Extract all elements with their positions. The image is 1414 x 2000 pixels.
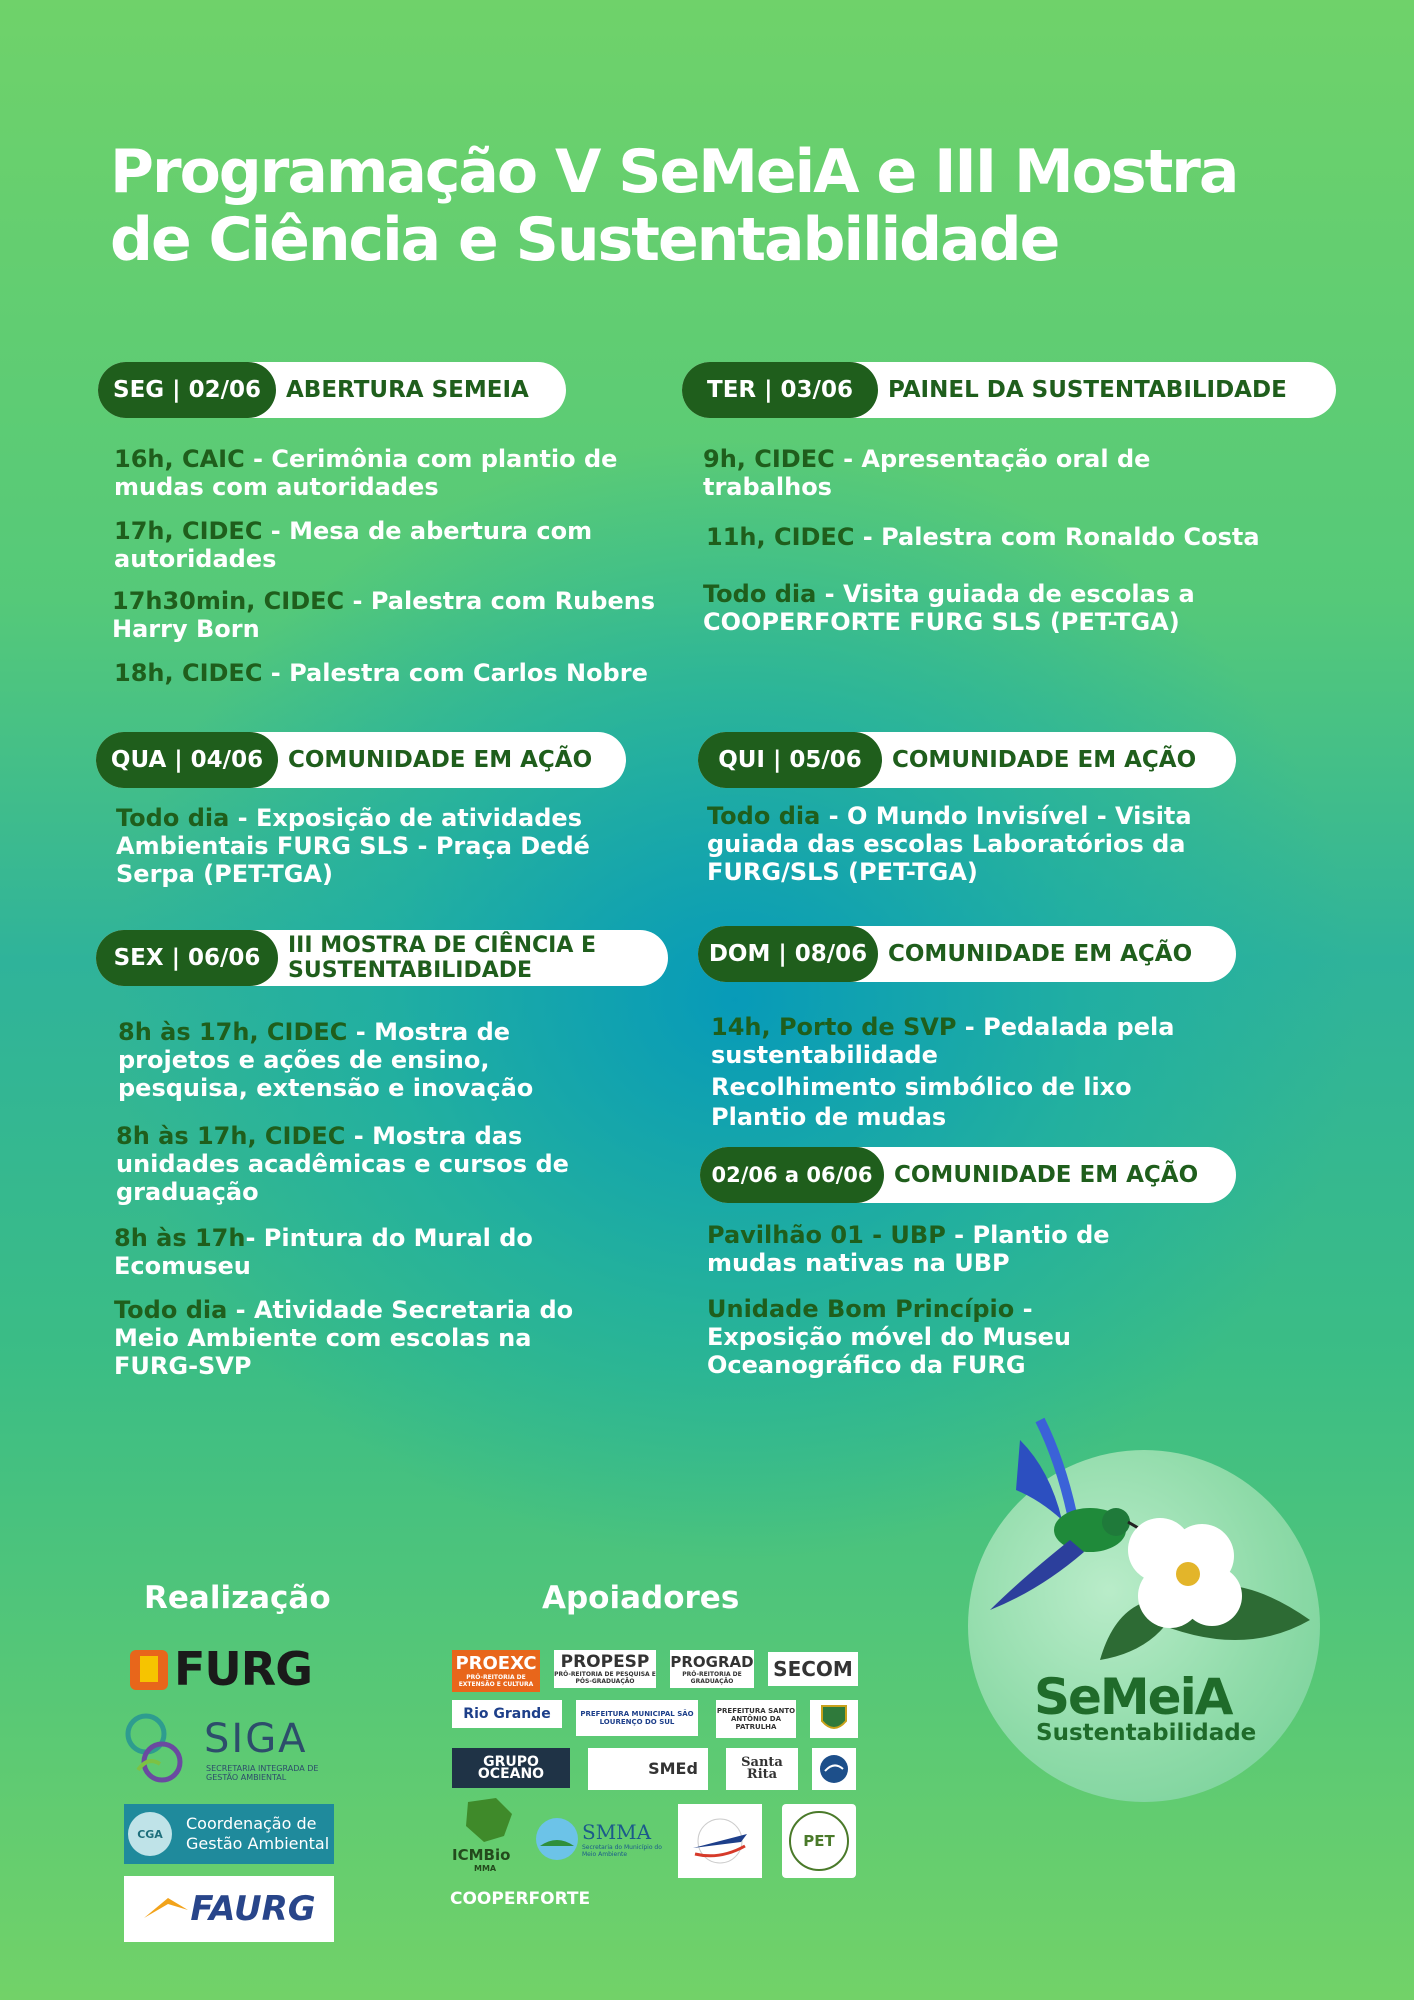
- schedule-item: Recolhimento simbólico de lixo: [711, 1073, 1132, 1101]
- flower-icon: [1090, 1510, 1320, 1670]
- day-label: SEX | 06/06: [96, 930, 278, 986]
- title-line-2: de Ciência e Sustentabilidade: [110, 205, 1059, 275]
- schedule-item: Unidade Bom Princípio - Exposição móvel do Museu Oceanográfico da FURG: [707, 1295, 1071, 1379]
- schedule-item: 16h, CAIC - Cerimônia com plantio de mudas com autoridades: [114, 445, 618, 501]
- pet-logo: PET: [782, 1804, 856, 1878]
- day-header-qui: [698, 732, 1236, 788]
- faurg-logo: FAURG: [124, 1876, 334, 1942]
- day-label: QUI | 05/06: [698, 732, 882, 788]
- schedule-item: 8h às 17h, CIDEC - Mostra das unidades acadêmicas e cursos de graduação: [116, 1122, 569, 1206]
- day-theme: PAINEL DA SUSTENTABILIDADE: [888, 377, 1287, 403]
- propesp-logo: PROPESP PRÓ-REITORIA DE PESQUISA E PÓS-GRADUAÇÃO: [554, 1650, 656, 1688]
- day-header-qua: [96, 732, 626, 788]
- siga-emblem-icon: [124, 1710, 200, 1786]
- schedule-item: 8h às 17h- Pintura do Mural do Ecomuseu: [114, 1224, 533, 1280]
- furg-logo: FURG: [128, 1644, 338, 1694]
- smma-emblem-icon: [534, 1816, 580, 1862]
- day-label: 02/06 a 06/06: [700, 1147, 884, 1203]
- schedule-item: 14h, Porto de SVP - Pedalada pela sustentabilidade: [711, 1013, 1175, 1069]
- day-theme: COMUNIDADE EM AÇÃO: [288, 747, 593, 773]
- day-theme: III MOSTRA DE CIÊNCIA E SUSTENTABILIDADE: [288, 933, 597, 983]
- schedule-item: 9h, CIDEC - Apresentação oral de trabalhos: [703, 445, 1151, 501]
- apoiadores-label: Apoiadores: [542, 1580, 740, 1616]
- smed-logo: SMEd: [588, 1748, 708, 1790]
- airplane-icon: [685, 1816, 755, 1866]
- poster-title: [110, 138, 1260, 274]
- cooperforte-label: COOPERFORTE: [450, 1889, 591, 1909]
- prograd-logo: PROGRAD PRÓ-REITORIA DE GRADUAÇÃO: [670, 1650, 754, 1688]
- day-label: QUA | 04/06: [96, 732, 278, 788]
- brand-name: SeMeiA: [1034, 1668, 1232, 1726]
- siga-logo: SIGA SECRETARIA INTEGRADA DE GESTÃO AMBIENTAL: [124, 1710, 334, 1786]
- municipal-crest-icon: [810, 1700, 858, 1738]
- airplane-logo: [678, 1804, 762, 1878]
- schedule-item: Todo dia - Atividade Secretaria do Meio Ambiente com escolas na FURG-SVP: [114, 1296, 574, 1380]
- bird-crest-icon: [812, 1748, 856, 1790]
- brand-subtitle: Sustentabilidade: [1036, 1720, 1257, 1746]
- realizacao-label: Realização: [144, 1580, 331, 1616]
- santa-rita-logo: Santa Rita: [726, 1748, 798, 1790]
- schedule-item: 17h30min, CIDEC - Palestra com Rubens Harry Born: [112, 587, 656, 643]
- rio-grande-logo: Rio Grande: [452, 1700, 562, 1728]
- santo-antonio-logo: PREFEITURA SANTO ANTÔNIO DA PATRULHA: [716, 1700, 796, 1738]
- day-theme: COMUNIDADE EM AÇÃO: [888, 941, 1193, 967]
- schedule-item: Todo dia - O Mundo Invisível - Visita guiada das escolas Laboratórios da FURG/SLS (PET-TGA): [707, 802, 1192, 886]
- secom-logo: SECOM: [768, 1652, 858, 1686]
- schedule-item: Plantio de mudas: [711, 1103, 947, 1131]
- schedule-item: 11h, CIDEC - Palestra com Ronaldo Costa: [706, 523, 1260, 551]
- day-label: TER | 03/06: [682, 362, 878, 418]
- brazil-map-icon: [458, 1796, 514, 1844]
- schedule-item: 18h, CIDEC - Palestra com Carlos Nobre: [114, 659, 648, 687]
- day-theme: COMUNIDADE EM AÇÃO: [894, 1162, 1199, 1188]
- day-header-ter: [682, 362, 1336, 418]
- day-header-week: [700, 1147, 1236, 1203]
- title-line-1: Programação V SeMeiA e III Mostra: [110, 137, 1238, 207]
- day-label: SEG | 02/06: [98, 362, 276, 418]
- cga-logo: CGA Coordenação de Gestão Ambiental: [124, 1804, 334, 1864]
- smma-logo: SMMA Secretaria do Município do Meio Ambiente: [534, 1812, 664, 1868]
- day-theme: ABERTURA SEMEIA: [286, 377, 529, 403]
- day-label: DOM | 08/06: [698, 926, 878, 982]
- schedule-item: 17h, CIDEC - Mesa de abertura com autoridades: [114, 517, 593, 573]
- faurg-emblem-icon: [142, 1894, 190, 1924]
- day-header-seg: [98, 362, 566, 418]
- schedule-item: Todo dia - Visita guiada de escolas a COOPERFORTE FURG SLS (PET-TGA): [703, 580, 1195, 636]
- schedule-item: 8h às 17h, CIDEC - Mostra de projetos e ações de ensino, pesquisa, extensão e inovação: [118, 1018, 534, 1102]
- icmbio-logo: ICMBio MMA: [452, 1796, 522, 1876]
- schedule-item: Pavilhão 01 - UBP - Plantio de mudas nativas na UBP: [707, 1221, 1110, 1277]
- schedule-item: Todo dia - Exposição de atividades Ambientais FURG SLS - Praça Dedé Serpa (PET-TGA): [116, 804, 590, 888]
- furg-emblem-icon: [128, 1646, 170, 1692]
- cga-emblem-icon: CGA: [128, 1812, 172, 1856]
- day-header-dom: [698, 926, 1236, 982]
- grupo-oceano-logo: GRUPO OCEANO: [452, 1748, 570, 1788]
- sao-lourenco-logo: PREFEITURA MUNICIPAL SÃO LOURENÇO DO SUL: [576, 1700, 698, 1736]
- proexc-logo: PROEXC PRÓ-REITORIA DE EXTENSÃO E CULTURA: [452, 1650, 540, 1692]
- day-theme: COMUNIDADE EM AÇÃO: [892, 747, 1197, 773]
- day-header-sex: [96, 930, 668, 986]
